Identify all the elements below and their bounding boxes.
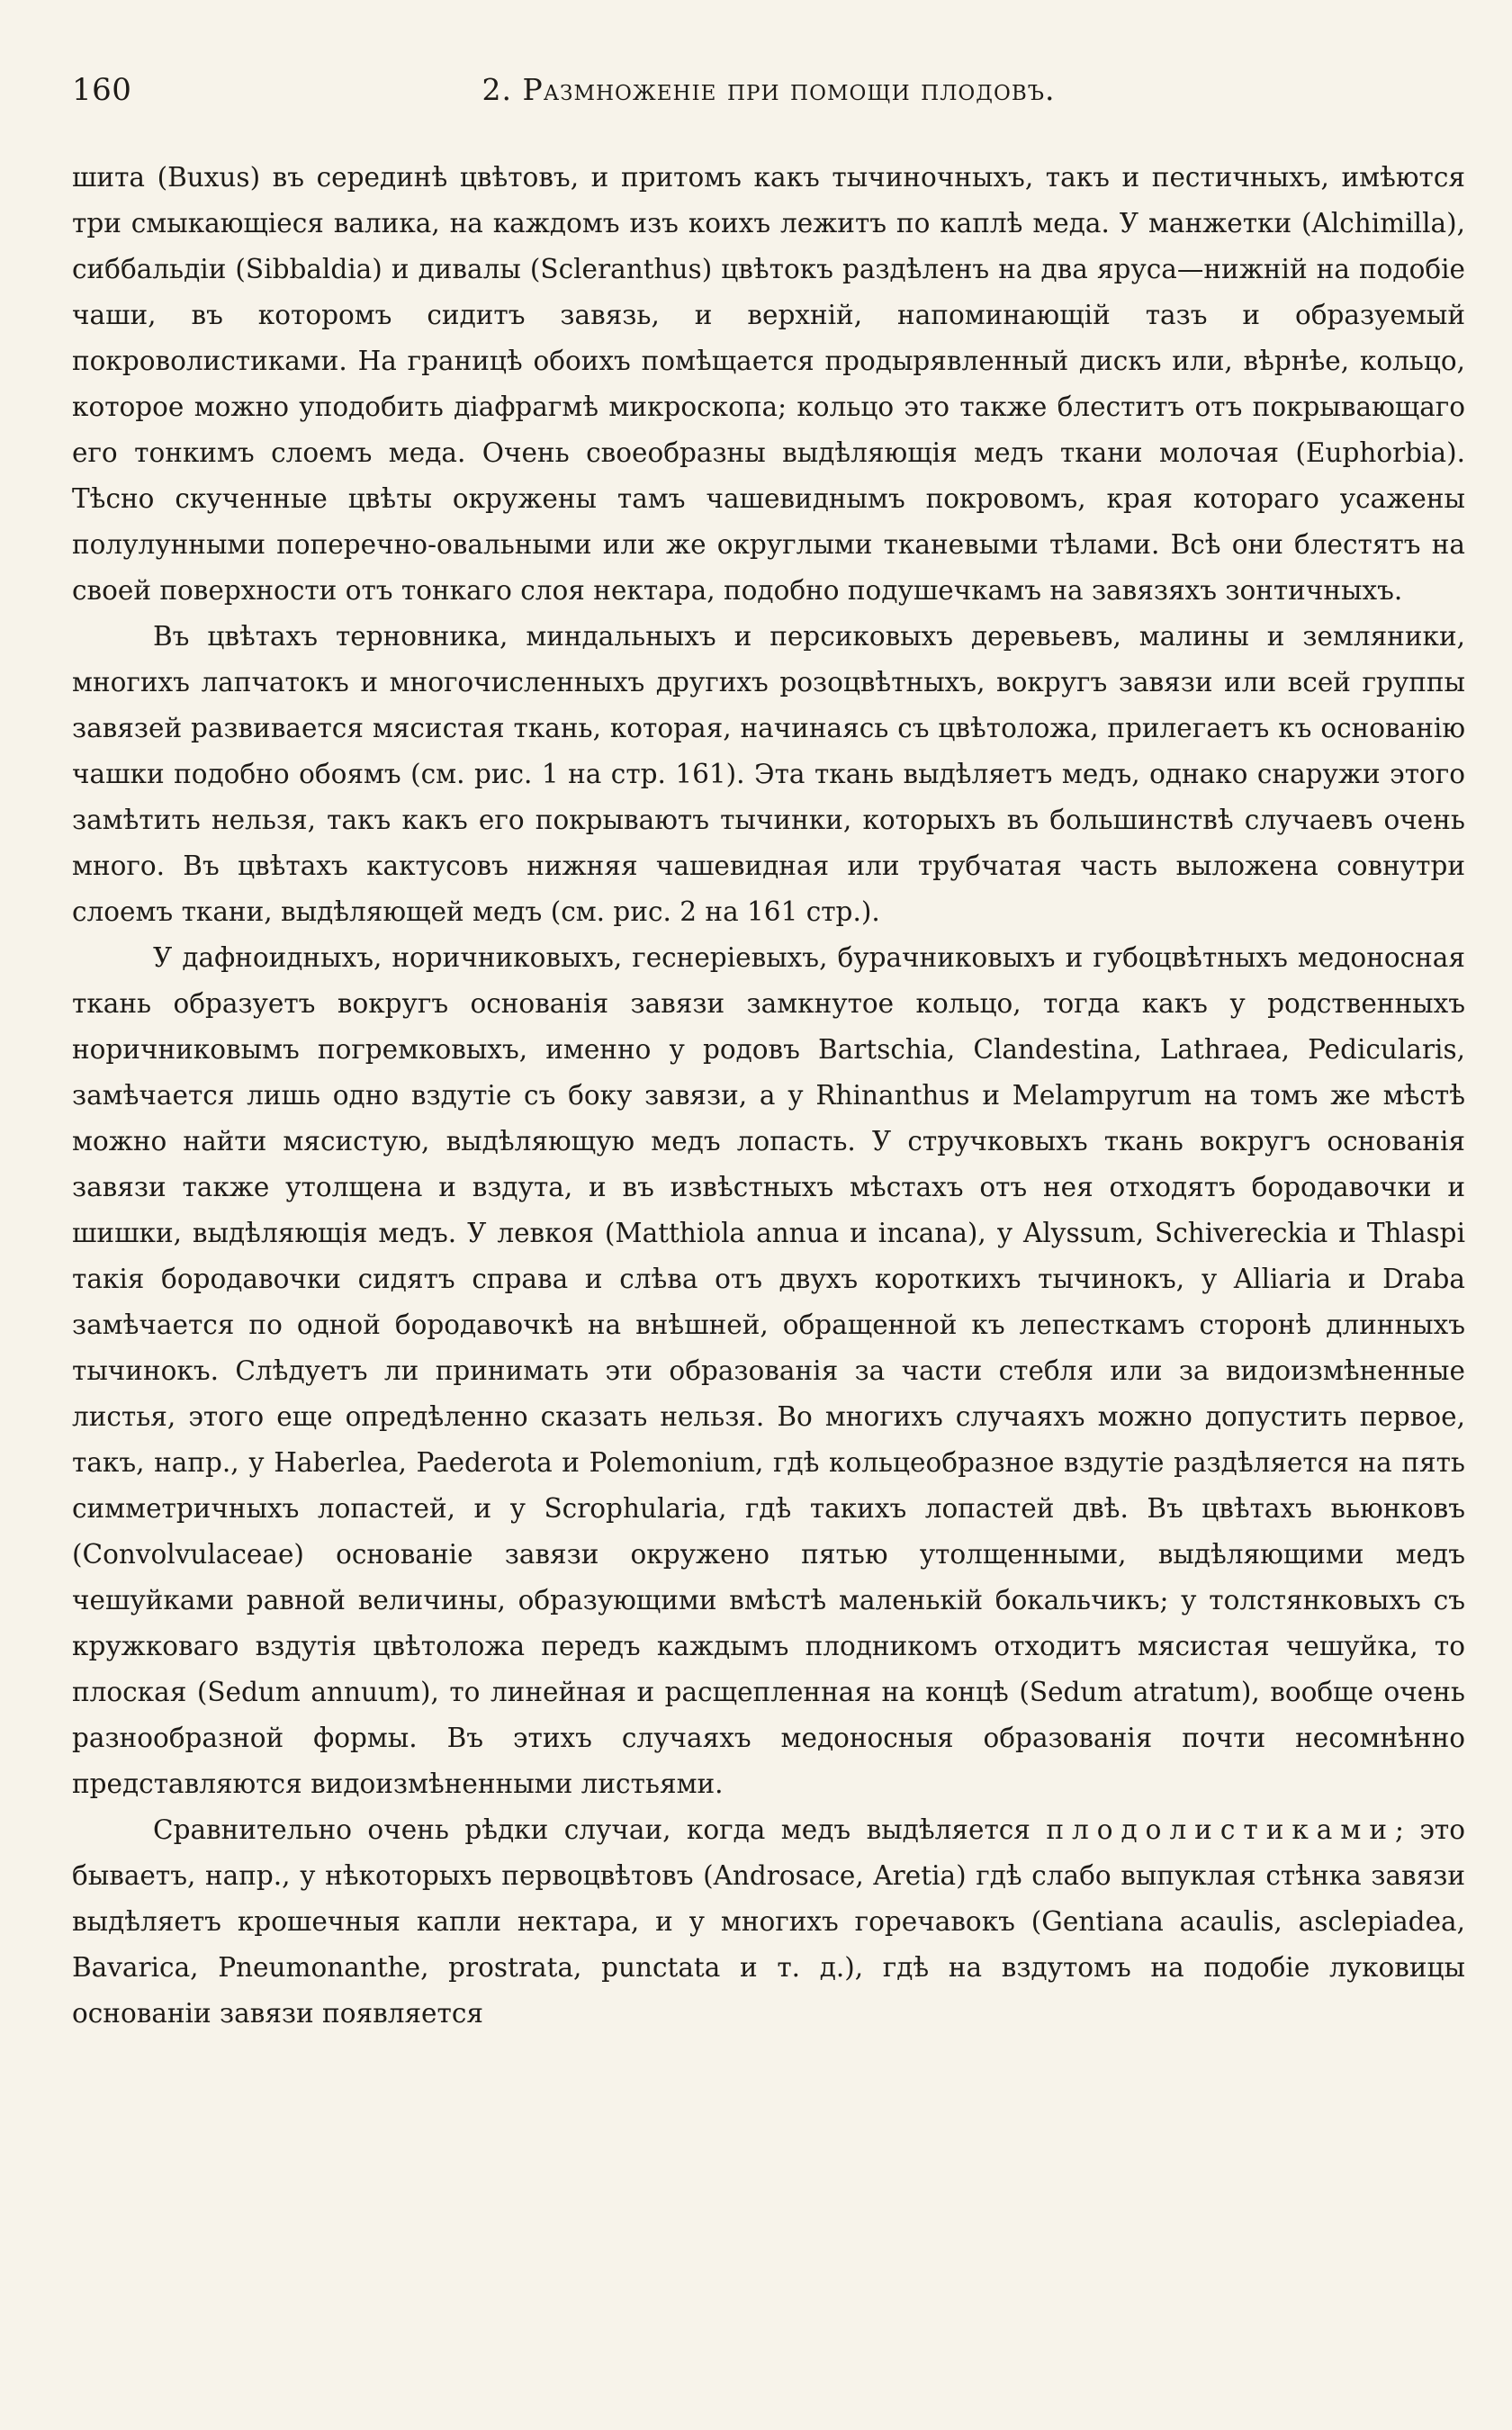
paragraph-1: шита (Buxus) въ серединѣ цвѣтовъ, и притомъ какъ тычиночныхъ, такъ и пестичныхъ, имѣются три смыкающіеся валика, на каждомъ изъ коихъ лежитъ по каплѣ меда. У манжетки (Alchimilla), сиббальдіи (Sibbaldia) и дивалы (Scleranthus) цвѣтокъ раздѣленъ на два яруса—нижній на подобіе чаши, въ которомъ сидитъ завязь, и верхній, напоминающій тазъ и образуемый покроволистиками. На границѣ обоихъ помѣщается продырявленный дискъ или, вѣрнѣе, кольцо, которое можно уподобить діафрагмѣ микроскопа; кольцо это также блеститъ отъ покрывающаго его тонкимъ слоемъ меда. Очень своеобразны выдѣляющія медъ ткани молочая (Euphorbia). Тѣсно скученные цвѣты окружены тамъ чашевиднымъ покровомъ, края котораго усажены полулунными поперечно-овальными или же округлыми тканевыми тѣлами. Всѣ они блестятъ на своей поверхности отъ тонкаго слоя нектара, подобно подушечкамъ на завязяхъ зонтичныхъ. [72,162,1465,606]
running-title: 2. Размноженіе при помощи плодовъ. [482,72,1056,107]
book-page [72,65,1465,2405]
paragraph-3: У дафноидныхъ, норичниковыхъ, геснеріевыхъ, бурачниковыхъ и губоцвѣтныхъ медоносная ткань образуетъ вокругъ основанія завязи замкнутое кольцо, тогда какъ у родственныхъ норичниковымъ погремковыхъ, именно у родовъ Bartschia, Clandestina, Lathraea, Pedicularis, замѣчается лишь одно вздутіе съ боку завязи, а у Rhinanthus и Melampyrum на томъ же мѣстѣ можно найти мясистую, выдѣляющую медъ лопасть. У стручковыхъ ткань вокругъ основанія завязи также утолщена и вздута, и въ извѣстныхъ мѣстахъ отъ нея отходятъ бородавочки и шишки, выдѣляющія медъ. У левкоя (Matthiola annua и incana), у Alyssum, Schivereckia и Thlaspi такія бородавочки сидятъ справа и слѣва отъ двухъ короткихъ тычинокъ, у Alliaria и Draba замѣчается по одной бородавочкѣ на внѣшней, обращенной къ лепесткамъ сторонѣ длинныхъ тычинокъ. Слѣдуетъ ли принимать эти образованія за части стебля или за видоизмѣненные листья, этого еще опредѣленно сказать нельзя. Во многихъ случаяхъ можно допустить первое, такъ, напр., у Haberlea, Paederota и Polemonium, гдѣ кольцеобразное вздутіе раздѣляется на пять симметричныхъ лопастей, и у Scrophularia, гдѣ такихъ лопастей двѣ. Въ цвѣтахъ вьюнковъ (Convolvulaceae) основаніе завязи окружено пятью утолщенными, выдѣляющими медъ чешуйками равной величины, образующими вмѣстѣ маленькій бокальчикъ; у толстянковыхъ съ кружковаго вздутія цвѣтоложа передъ каждымъ плодникомъ отходитъ мясистая чешуйка, то плоская (Sedum annuum), то линейная и расщепленная на концѣ (Sedum atratum), вообще очень разнообразной формы. Въ этихъ случаяхъ медоносныя образованія почти несомнѣнно представляются видоизмѣненными листьями. [72,942,1465,1799]
page-header [72,65,1465,119]
spaced-emphasis: плодолистиками [1046,1814,1395,1845]
paragraph-4-end: ; это бываетъ, напр., у нѣкоторыхъ первоцвѣтовъ (Androsace, Aretia) гдѣ слабо выпуклая стѣнка завязи выдѣляетъ крошечныя капли нектара, и у многихъ горечавокъ (Gentiana acaulis, asclepiadea, Bavarica, Pneumonanthe, prostrata, punctata и т. д.), гдѣ на вздутомъ на подобіе луковицы основаніи завязи появляется [72,1814,1465,2029]
body-text [72,155,1465,2037]
paragraph-2: Въ цвѣтахъ терновника, миндальныхъ и персиковыхъ деревьевъ, малины и земляники, многихъ лапчатокъ и многочисленныхъ другихъ розоцвѣтныхъ, вокругъ завязи или всей группы завязей развивается мясистая ткань, которая, начинаясь съ цвѣтоложа, прилегаетъ къ основанію чашки подобно обоямъ (см. рис. 1 на стр. 161). Эта ткань выдѣляетъ медъ, однако снаружи этого замѣтить нельзя, такъ какъ его покрываютъ тычинки, которыхъ въ большинствѣ случаевъ очень много. Въ цвѣтахъ кактусовъ нижняя чашевидная или трубчатая часть выложена совнутри слоемъ ткани, выдѣляющей медъ (см. рис. 2 на 161 стр.). [72,621,1465,927]
paragraph-4 [72,1807,1465,2037]
page-number: 160 [72,72,132,108]
paragraph-4-start: Сравнительно очень рѣдки случаи, когда медъ выдѣляется [153,1814,1047,1845]
